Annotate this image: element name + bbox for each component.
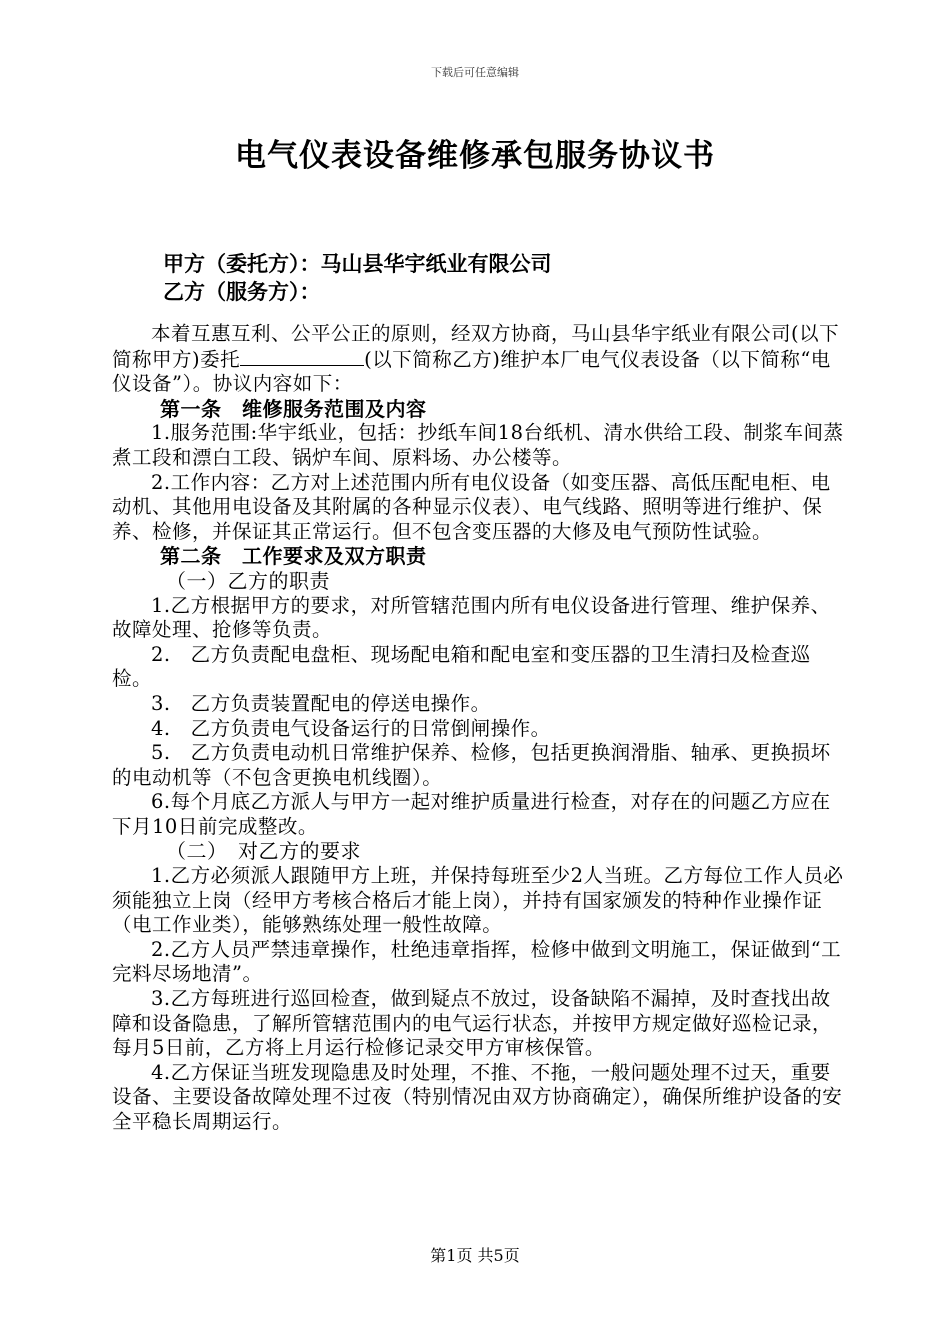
page-number-footer: 第1页 共5页 xyxy=(430,1246,520,1265)
section-1-item: 5. 乙方负责电动机日常维护保养、检修，包括更换润滑脂、轴承、更换损坏的电动机等（不包含更换电机线圈）。 xyxy=(112,741,831,789)
section-2-heading: （二） 对乙方的要求 xyxy=(166,839,361,864)
intro-text-after-blank: (以下简称乙方)维护本厂电气仪表设备（以下简称“电仪设备”）。协议内容如下： xyxy=(112,347,831,396)
section-1-item: 1.乙方根据甲方的要求，对所管辖范围内所有电仪设备进行管理、维护保养、故障处理、抢修等负责。 xyxy=(112,593,831,642)
intro-text-before-blank: 本着互惠互利、公平公正的原则，经双方协商，马山县华宇纸业有限公司(以下简称甲方)委托 xyxy=(112,322,840,371)
section-1-item: 6.每个月底乙方派人与甲方一起对维护质量进行检查，对存在的问题乙方应在下月10日前完成整改。 xyxy=(112,790,831,838)
section-1-item: 2. 乙方负责配电盘柜、现场配电箱和配电室和变压器的卫生清扫及检查巡检。 xyxy=(112,642,811,691)
header-note: 下载后可任意编辑 xyxy=(431,66,519,79)
section-2-item: 1.乙方必须派人跟随甲方上班，并保持每班至少2人当班。乙方每位工作人员必须能独立上岗（经甲方考核合格后才能上岗），并持有国家颁发的特种作业操作证（电工作业类），能够熟练处理一般性故障。 xyxy=(112,864,844,937)
article-1-paragraph-1: 1.服务范围:华宇纸业，包括：抄纸车间18台纸机、清水供给工段、制浆车间蒸煮工段和漂白工段、锅炉车间、原料场、办公楼等。 xyxy=(112,421,844,469)
section-2-item: 3.乙方每班进行巡回检查，做到疑点不放过，设备缺陷不漏掉，及时查找出故障和设备隐患，了解所管辖范围内的电气运行状态，并按甲方规定做好巡检记录，每月5日前，乙方将上月运行检修记录交甲方审核保管。 xyxy=(112,987,833,1060)
article-1-heading: 第一条 维修服务范围及内容 xyxy=(160,396,427,421)
party-a-line: 甲方（委托方）：马山县华宇纸业有限公司 xyxy=(163,252,552,276)
section-1-item: 4. 乙方负责电气设备运行的日常倒闸操作。 xyxy=(151,716,551,740)
document-title: 电气仪表设备维修承包服务协议书 xyxy=(235,138,715,174)
article-1-paragraph-2: 2.工作内容：乙方对上述范围内所有电仪设备（如变压器、高低压配电柜、电动机、其他用电设备及其附属的各种显示仪表）、电气线路、照明等进行维护、保养、检修，并保证其正常运行。但不包含变压器的大修及电气预防性试验。 xyxy=(112,470,831,543)
section-1-heading: （一）乙方的职责 xyxy=(166,568,330,593)
intro-paragraph xyxy=(112,322,848,397)
article-2-heading: 第二条 工作要求及双方职责 xyxy=(160,544,427,569)
section-1-item: 3. 乙方负责装置配电的停送电操作。 xyxy=(151,691,491,715)
section-2-item: 2.乙方人员严禁违章操作，杜绝违章指挥，检修中做到文明施工，保证做到“工完料尽场地清”。 xyxy=(112,937,842,986)
contractor-name-blank xyxy=(240,347,364,366)
agreement-body xyxy=(112,322,848,1135)
section-2-item: 4.乙方保证当班发现隐患及时处理，不推、不拖，一般问题处理不过天，重要设备、主要设备故障处理不过夜（特别情况由双方协商确定），确保所维护设备的安全平稳长周期运行。 xyxy=(112,1060,843,1133)
party-b-line: 乙方（服务方）： xyxy=(163,280,321,304)
